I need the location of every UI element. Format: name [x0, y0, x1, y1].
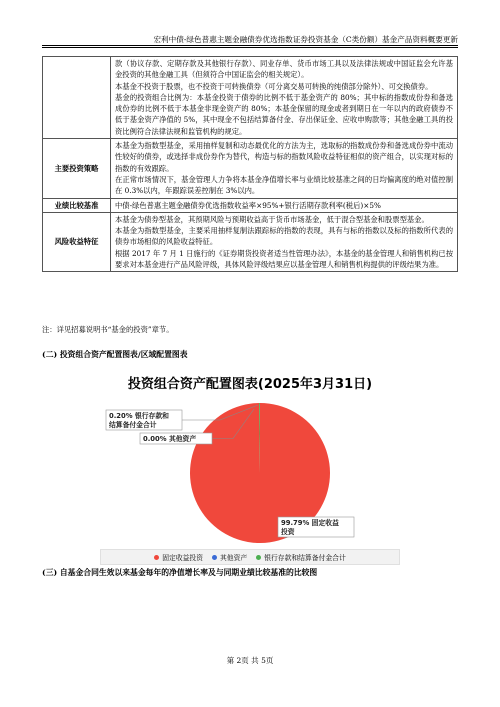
data-label: 结算备付金合计	[109, 421, 157, 429]
data-label: 0.20% 银行存款和	[109, 412, 169, 420]
pie-chart-svg	[100, 373, 400, 549]
page-number: 第 2页 共 5页	[226, 656, 274, 665]
legend-swatch-fixed-income	[154, 555, 159, 560]
chart-legend	[100, 549, 400, 565]
strategy-cell	[111, 139, 458, 198]
risk-paragraph: 本基金为指数型基金，主要采用抽样复制法跟踪标的指数的表现，具有与标的指数以及标的指数所代表的债券市场相似的风险收益特征。	[115, 226, 453, 247]
table-note: 注：详见招募说明书“基金的投资”章节。	[42, 325, 174, 334]
legend-label: 固定收益投资	[162, 554, 204, 562]
table-row-strategy	[43, 139, 458, 198]
risk-paragraph: 根据 2017 年 7 月 1 日施行的《证券期货投资者适当性管理办法》，本基金的基金管理人和销售机构已按要求对本基金进行产品风险评级，具体风险评级结果应以基金管理人和销售机构提供的评级结果为准。	[115, 248, 453, 270]
strategy-paragraph: 本基金为指数型基金，采用抽样复制和动态最优化的方法为主，选取标的指数成份券和备选成份券中流动性较好的债券，或选择非成份券作为替代，构造与标的指数风险收益特征相似的资产组合，以实现对标的指数的有效跟踪。	[115, 141, 453, 173]
risk-label: 风险收益特征	[43, 212, 111, 271]
asset-allocation-chart	[100, 373, 400, 563]
legend-label: 其他资产	[220, 554, 248, 562]
section-heading-asset-allocation: (二) 投资组合资产配置图表/区域配置图表	[42, 350, 188, 359]
page-header: 宏利中债-绿色普惠主题金融债券优选指数证券投资基金（C类份额）基金产品资料概要更新	[153, 35, 458, 44]
legend-swatch-bank-deposits	[256, 555, 261, 560]
scope-paragraph: 款（协议存款、定期存款及其他银行存款）、同业存单、货币市场工具以及法律法规或中国证监会允许基金投资的其他金融工具（但须符合中国证监会的相关规定）。	[115, 59, 453, 80]
legend-swatch-other-assets	[212, 555, 217, 560]
header-rule	[42, 45, 458, 46]
table-row-benchmark	[43, 198, 458, 212]
risk-paragraph: 本基金为债券型基金，其预期风险与预期收益高于货币市场基金，低于混合型基金和股票型基金。	[115, 214, 429, 224]
product-info-table	[42, 56, 458, 272]
scope-paragraph: 本基金不投资于股票，也不投资于可转换债券（可分离交易可转换的纯债部分除外）、可交换债券。	[115, 81, 433, 91]
risk-cell	[111, 212, 458, 271]
row-label-empty	[43, 57, 111, 139]
table-row-investment-scope	[43, 57, 458, 139]
legend-item	[212, 552, 247, 562]
section-heading-nav-growth: (三) 自基金合同生效以来基金每年的净值增长率及与同期业绩比较基准的比较图	[42, 568, 318, 577]
legend-label: 银行存款和结算备付金合计	[264, 554, 346, 562]
header-rule-thin	[42, 47, 458, 48]
data-label: 0.00% 其他资产	[143, 435, 197, 443]
data-label: 投资	[281, 528, 295, 536]
legend-item	[256, 552, 346, 562]
strategy-label: 主要投资策略	[43, 139, 111, 198]
legend-item	[154, 552, 203, 562]
benchmark-cell: 中债-绿色普惠主题金融债券优选指数收益率×95%+银行活期存款利率(税后)×5%	[111, 198, 458, 212]
data-label: 99.79% 固定收益	[281, 519, 339, 527]
strategy-paragraph: 在正常市场情况下，基金管理人力争将本基金净值增长率与业绩比较基准之间的日均偏离度的绝对值控制在 0.3%以内，年跟踪误差控制在 3%以内。	[115, 174, 453, 196]
investment-scope-cell	[111, 57, 458, 139]
table-row-risk	[43, 212, 458, 271]
benchmark-label: 业绩比较基准	[43, 198, 111, 212]
scope-paragraph: 基金的投资组合比例为：本基金投资于债券的比例不低于基金资产的 80%；其中标的指数成份券和备选成份券的比例不低于本基金非现金资产的 80%；本基金保留的现金或者到期日在一年以内的政府债券不低于基金资产净值的 5%，其中现金不包括结算备付金、存出保证金、应收申购款等；其他金融工具的投资比例符合法律法规和监管机构的规定。	[115, 92, 453, 136]
chart-title: 投资组合资产配置图表(2025年3月31日)	[127, 377, 373, 392]
